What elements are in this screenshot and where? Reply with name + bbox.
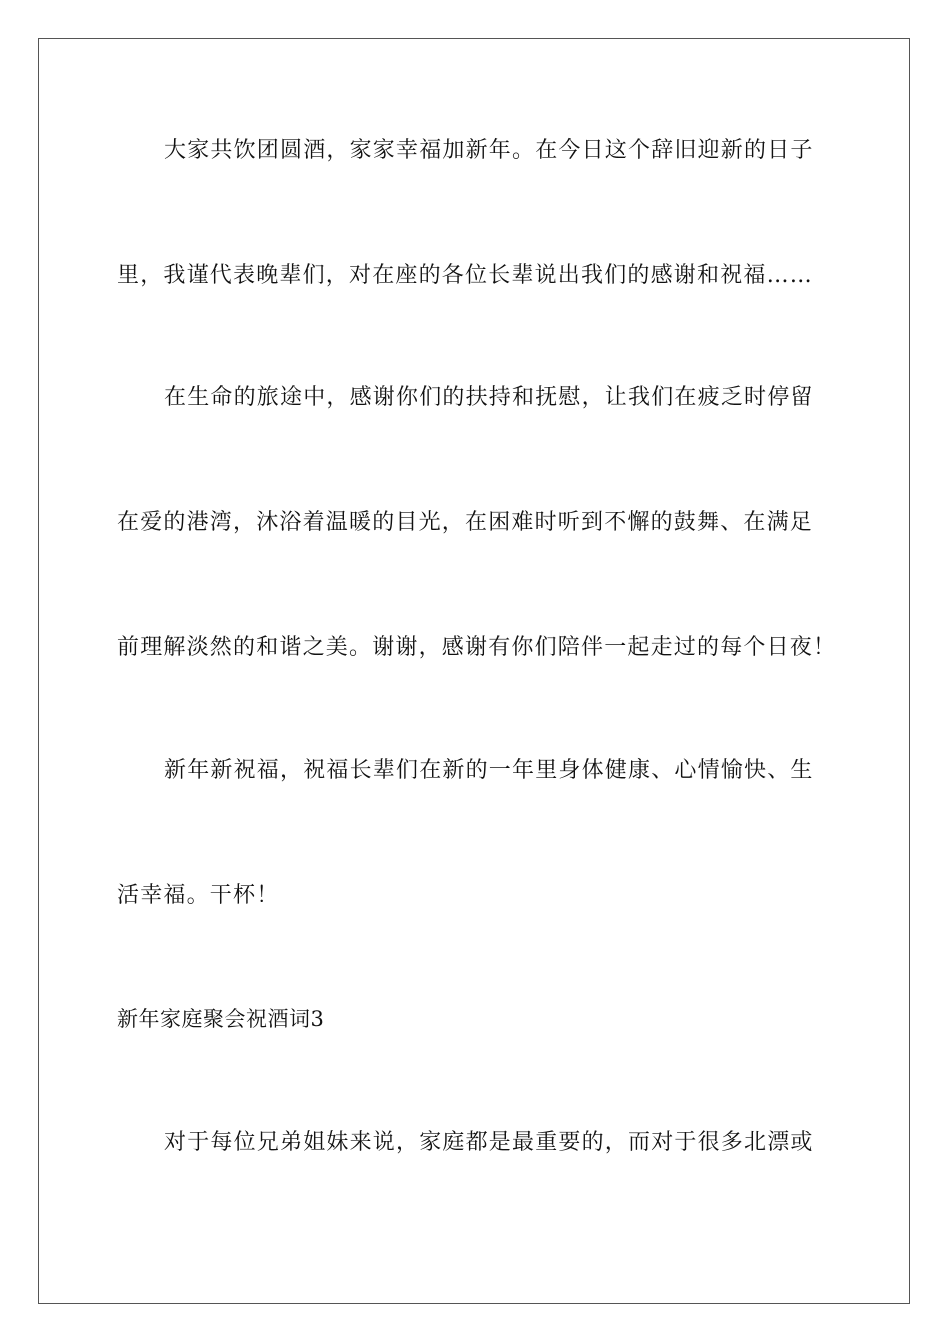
paragraph-3-line-1: 新年新祝福，祝福长辈们在新的一年里身体健康、心情愉快、生 — [164, 758, 814, 783]
paragraph-1-line-1: 大家共饮团圆酒，家家幸福加新年。在今日这个辞旧迎新的日子 — [164, 138, 814, 163]
paragraph-1-line-2: 里，我谨代表晚辈们，对在座的各位长辈说出我们的感谢和祝福…… — [117, 263, 814, 288]
paragraph-4-line-1: 对于每位兄弟姐妹来说，家庭都是最重要的，而对于很多北漂或 — [164, 1130, 814, 1155]
paragraph-2-line-2: 在爱的港湾，沐浴着温暖的目光，在困难时听到不懈的鼓舞、在满足 — [117, 510, 814, 535]
paragraph-2-line-3: 前理解淡然的和谐之美。谢谢，感谢有你们陪伴一起走过的每个日夜！ — [117, 635, 837, 660]
section-heading: 新年家庭聚会祝酒词3 — [117, 1007, 325, 1031]
paragraph-2-line-1: 在生命的旅途中，感谢你们的扶持和抚慰，让我们在疲乏时停留 — [164, 385, 814, 410]
paragraph-3-line-2: 活幸福。干杯！ — [117, 883, 280, 908]
page-border — [38, 38, 910, 1304]
